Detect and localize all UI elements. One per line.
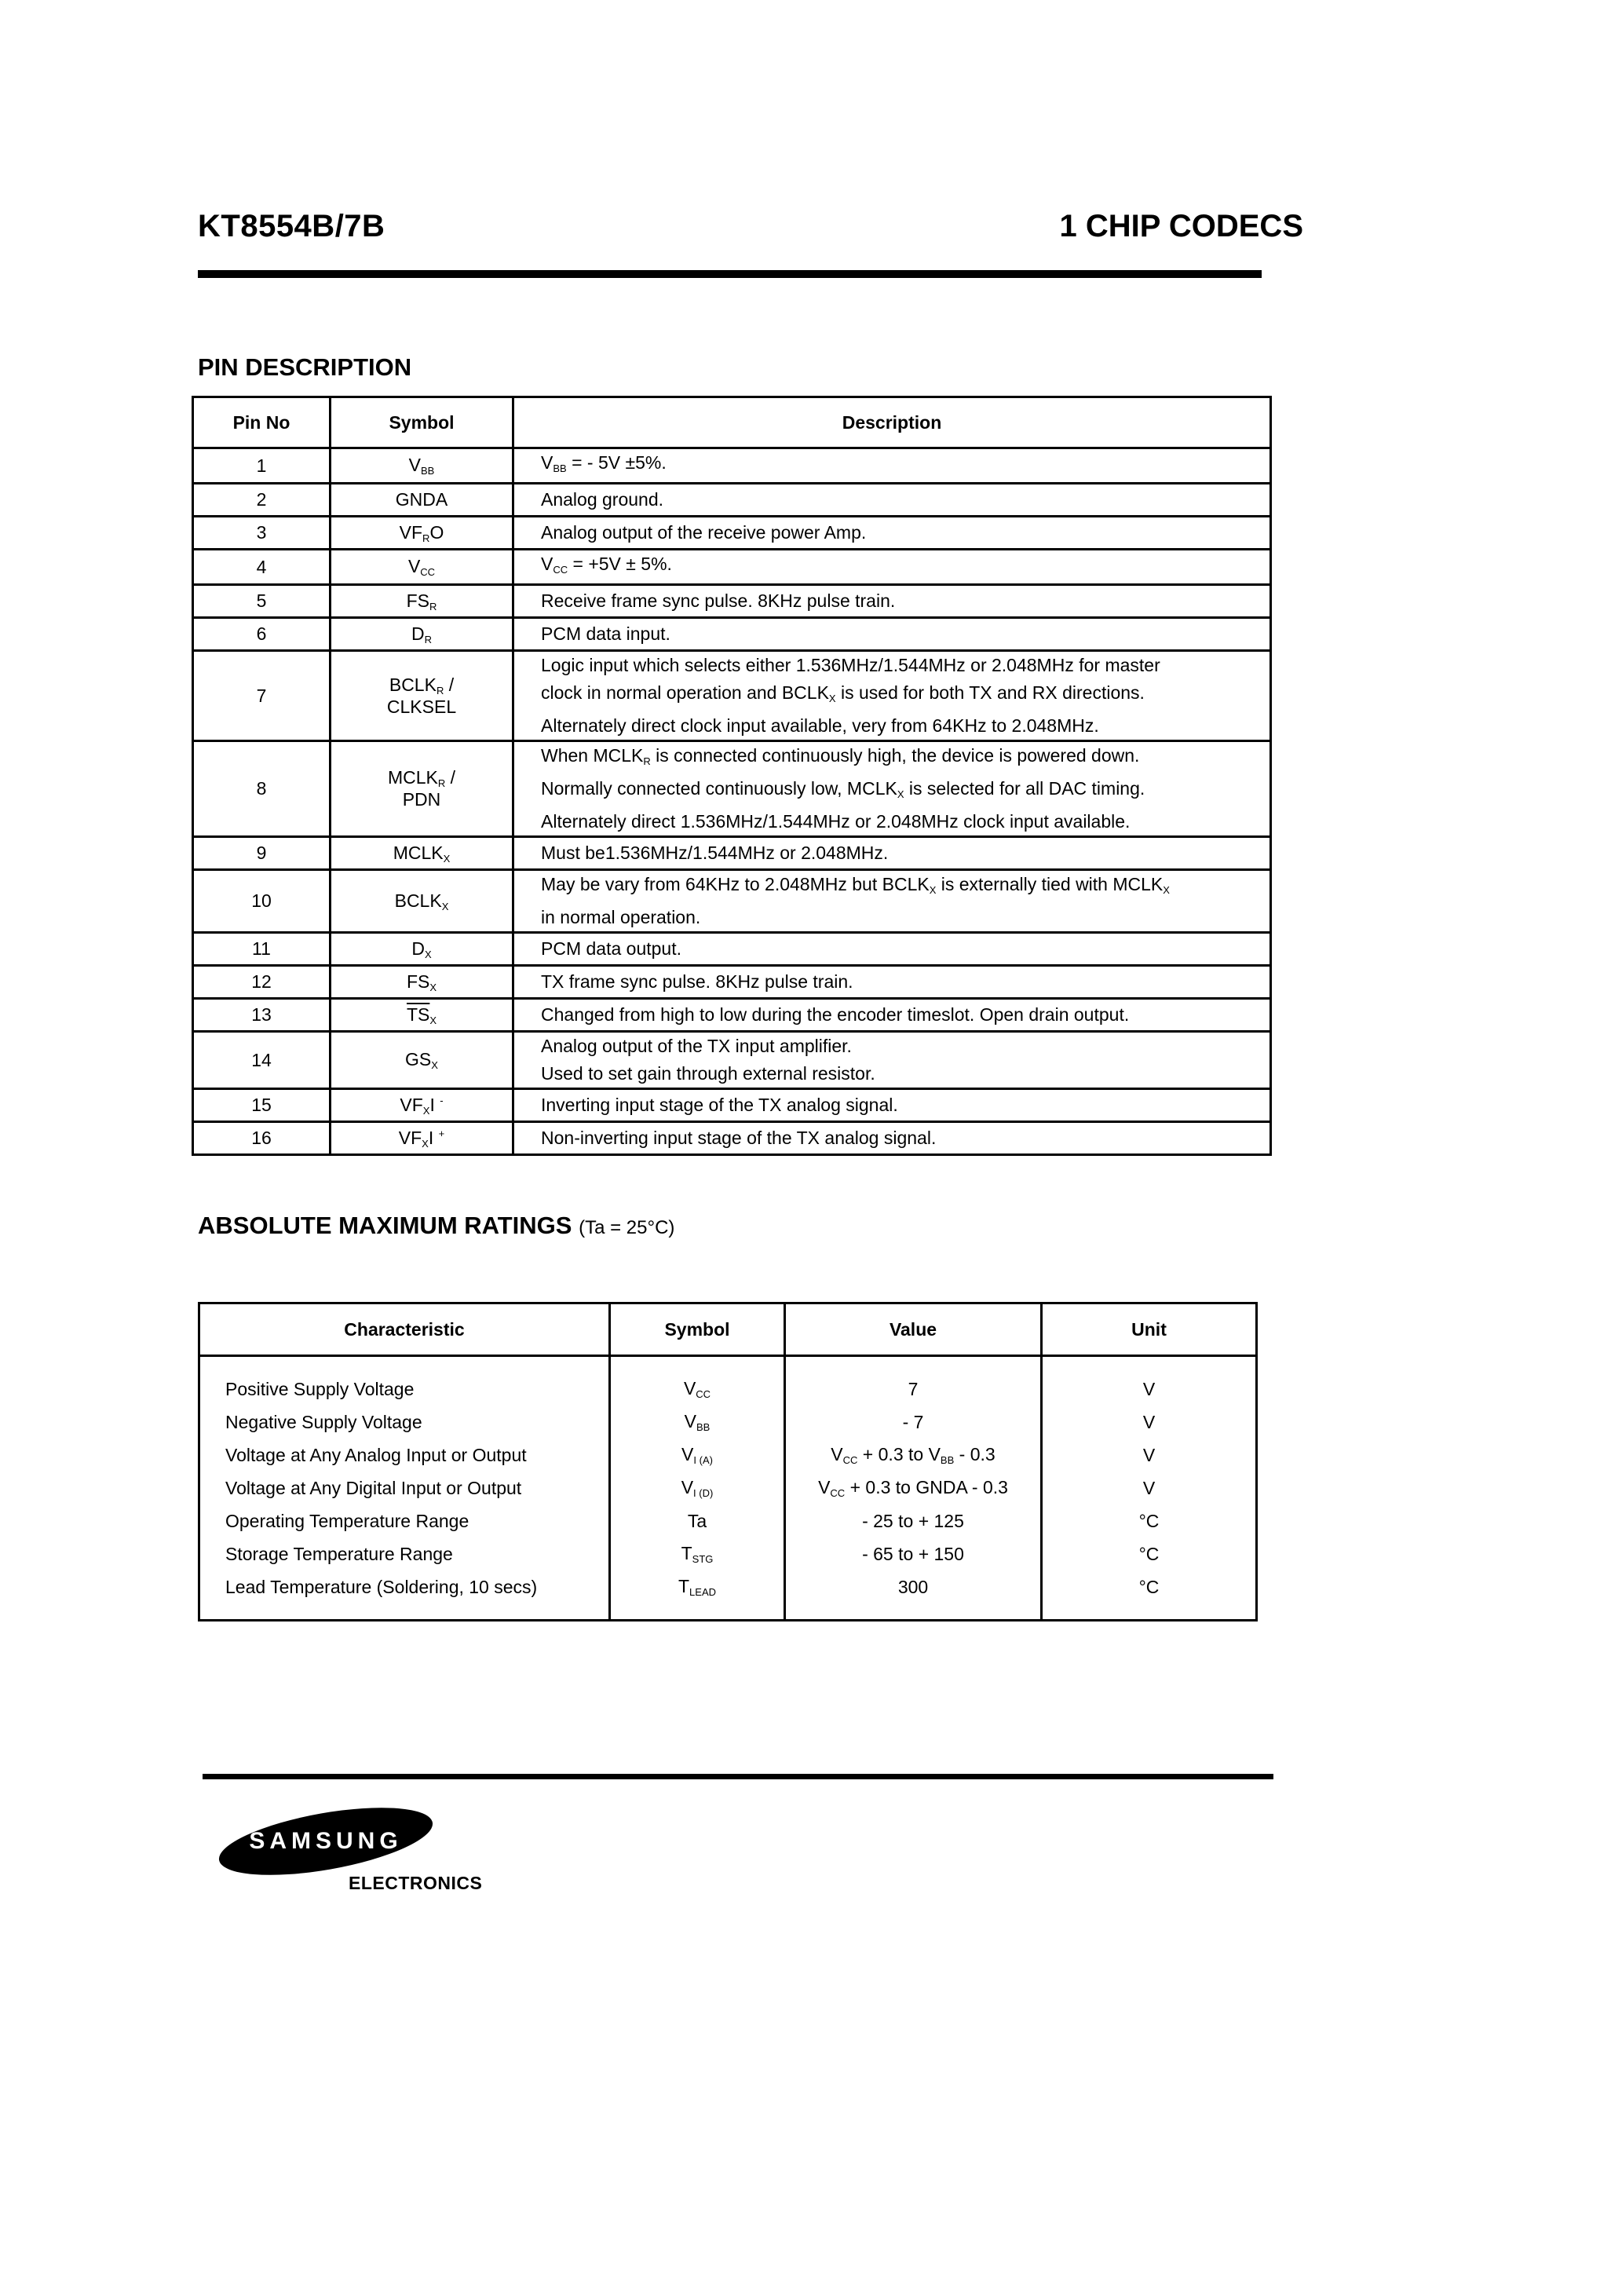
unit-cell: V [1042, 1439, 1257, 1472]
document-title: 1 CHIP CODECS [1059, 209, 1303, 243]
pin-symbol: $\overline{TS}_X$ [331, 999, 513, 1032]
pin-number: 16 [193, 1122, 331, 1155]
rating-row [199, 1504, 1257, 1537]
pin-row [193, 618, 1271, 651]
unit-cell: V [1042, 1406, 1257, 1439]
pin-number: 6 [193, 618, 331, 651]
pin-row [193, 517, 1271, 550]
pin-description: May be vary from 64KHz to 2.048MHz but $BCLK_X$ is externally tied with $MCLK_X$ in normal operation. [513, 870, 1271, 933]
symbol-cell: $T_{STG}$ [610, 1537, 785, 1570]
pin-description: $V_{BB}$ = - 5V ±5%. [513, 448, 1271, 484]
pin-row [193, 999, 1271, 1032]
pin-number: 15 [193, 1089, 331, 1122]
pin-number: 1 [193, 448, 331, 484]
pin-symbol: $VF_XI$ + [331, 1122, 513, 1155]
pin-symbol: $BCLK_X$ [331, 870, 513, 933]
pin-description: Analog ground. [513, 484, 1271, 517]
pin-number: 8 [193, 741, 331, 837]
rating-row [199, 1537, 1257, 1570]
pin-number: 4 [193, 550, 331, 585]
pin-symbol: $D_X$ [331, 933, 513, 966]
pin-symbol: $V_{BB}$ [331, 448, 513, 484]
pin-row [193, 448, 1271, 484]
pin-number: 5 [193, 585, 331, 618]
value-cell: - 7 [785, 1406, 1042, 1439]
pin-no-header: Pin No [193, 397, 331, 448]
pin-number: 10 [193, 870, 331, 933]
unit-header: Unit [1042, 1303, 1257, 1356]
value-cell: 7 [785, 1356, 1042, 1406]
pin-symbol: $D_R$ [331, 618, 513, 651]
pin-symbol: $BCLK_R$ / CLKSEL [331, 651, 513, 741]
ratings-condition: (Ta = 25°C) [579, 1217, 675, 1238]
ratings-title: ABSOLUTE MAXIMUM RATINGS [198, 1212, 572, 1239]
samsung-wordmark: SAMSUNG [249, 1828, 403, 1854]
ratings-header-row [199, 1303, 1257, 1356]
value-header: Value [785, 1303, 1042, 1356]
part-number: KT8554B/7B [198, 209, 385, 243]
rating-row [199, 1472, 1257, 1504]
pin-row [193, 870, 1271, 933]
pin-description: $V_{CC} = +5V \pm 5\%$. [513, 550, 1271, 585]
header-rule [198, 270, 1262, 278]
symbol-cell: $V_{I (D)}$ [610, 1472, 785, 1504]
characteristic-cell: Positive Supply Voltage [199, 1356, 610, 1406]
pin-description: Inverting input stage of the TX analog signal. [513, 1089, 1271, 1122]
pin-number: 2 [193, 484, 331, 517]
pin-description: PCM data input. [513, 618, 1271, 651]
pin-symbol: GNDA [331, 484, 513, 517]
electronics-label: ELECTRONICS [349, 1873, 483, 1893]
pin-row [193, 837, 1271, 870]
symbol-cell: $V_{CC}$ [610, 1356, 785, 1406]
pin-symbol: $GS_X$ [331, 1032, 513, 1089]
characteristic-cell: Negative Supply Voltage [199, 1406, 610, 1439]
unit-cell: °C [1042, 1504, 1257, 1537]
pin-number: 11 [193, 933, 331, 966]
pin-description: When $MCLK_R$ is connected continuously high, the device is powered down. Normally connected continuously low, $MCLK_X$ is selected for all DAC timing. Alternately direct 1.536MHz/1.544MHz or 2.048MHz clock input available. [513, 741, 1271, 837]
rating-row [199, 1356, 1257, 1406]
pin-description: Receive frame sync pulse. 8KHz pulse train. [513, 585, 1271, 618]
characteristic-cell: Voltage at Any Analog Input or Output [199, 1439, 610, 1472]
pin-description: Must be1.536MHz/1.544MHz or 2.048MHz. [513, 837, 1271, 870]
symbol-cell: $V_{I (A)}$ [610, 1439, 785, 1472]
rating-row [199, 1406, 1257, 1439]
pin-symbol: $MCLK_X$ [331, 837, 513, 870]
rating-row [199, 1570, 1257, 1621]
symbol-cell: $V_{BB}$ [610, 1406, 785, 1439]
pin-row [193, 585, 1271, 618]
pin-description: Logic input which selects either 1.536MHz/1.544MHz or 2.048MHz for master clock in normal operation and $BCLK_X$ is used for both TX and RX directions. Alternately direct clock input available, very from 64KHz to 2.048MHz. [513, 651, 1271, 741]
pin-row [193, 651, 1271, 741]
pin-description-table [192, 396, 1272, 1156]
rating-row [199, 1439, 1257, 1472]
pin-symbol: $MCLK_R$ / PDN [331, 741, 513, 837]
pin-row [193, 1089, 1271, 1122]
pin-number: 14 [193, 1032, 331, 1089]
value-cell: - 25 to + 125 [785, 1504, 1042, 1537]
pin-symbol: $VF_RO$ [331, 517, 513, 550]
unit-cell: °C [1042, 1537, 1257, 1570]
pin-table-header-row [193, 397, 1271, 448]
unit-cell: V [1042, 1472, 1257, 1504]
absolute-max-ratings-heading [198, 1212, 674, 1240]
value-cell: $V_{CC} + 0.3$ to GNDA - 0.3 [785, 1472, 1042, 1504]
footer-rule [203, 1774, 1273, 1779]
pin-row [193, 933, 1271, 966]
characteristic-cell: Operating Temperature Range [199, 1504, 610, 1537]
symbol-cell: Ta [610, 1504, 785, 1537]
pin-number: 7 [193, 651, 331, 741]
description-header: Description [513, 397, 1271, 448]
symbol-header: Symbol [610, 1303, 785, 1356]
pin-symbol: $FS_R$ [331, 585, 513, 618]
characteristic-cell: Storage Temperature Range [199, 1537, 610, 1570]
pin-row [193, 484, 1271, 517]
pin-row [193, 966, 1271, 999]
pin-number: 9 [193, 837, 331, 870]
pin-symbol: $FS_X$ [331, 966, 513, 999]
characteristic-header: Characteristic [199, 1303, 610, 1356]
pin-row [193, 1032, 1271, 1089]
pin-number: 3 [193, 517, 331, 550]
unit-cell: °C [1042, 1570, 1257, 1621]
pin-description: Changed from high to low during the encoder timeslot. Open drain output. [513, 999, 1271, 1032]
pin-number: 13 [193, 999, 331, 1032]
pin-description: Non-inverting input stage of the TX analog signal. [513, 1122, 1271, 1155]
pin-row [193, 1122, 1271, 1155]
pin-table-body [193, 448, 1271, 1155]
value-cell: 300 [785, 1570, 1042, 1621]
symbol-cell: $T_{LEAD}$ [610, 1570, 785, 1621]
symbol-header: Symbol [331, 397, 513, 448]
pin-symbol: $VF_XI$ - [331, 1089, 513, 1122]
characteristic-cell: Lead Temperature (Soldering, 10 secs) [199, 1570, 610, 1621]
unit-cell: V [1042, 1356, 1257, 1406]
value-cell: $V_{CC} + 0.3$ to $V_{BB} - 0.3$ [785, 1439, 1042, 1472]
pin-symbol: $V_{CC}$ [331, 550, 513, 585]
pin-number: 12 [193, 966, 331, 999]
samsung-logo [215, 1802, 437, 1881]
pin-description: PCM data output. [513, 933, 1271, 966]
pin-description: Analog output of the receive power Amp. [513, 517, 1271, 550]
pin-description: TX frame sync pulse. 8KHz pulse train. [513, 966, 1271, 999]
pin-description-heading: PIN DESCRIPTION [198, 353, 412, 381]
pin-description: Analog output of the TX input amplifier. Used to set gain through external resistor. [513, 1032, 1271, 1089]
characteristic-cell: Voltage at Any Digital Input or Output [199, 1472, 610, 1504]
pin-row [193, 550, 1271, 585]
value-cell: - 65 to + 150 [785, 1537, 1042, 1570]
pin-row [193, 741, 1271, 837]
ratings-table-body [199, 1356, 1257, 1621]
absolute-max-ratings-table [198, 1302, 1258, 1621]
